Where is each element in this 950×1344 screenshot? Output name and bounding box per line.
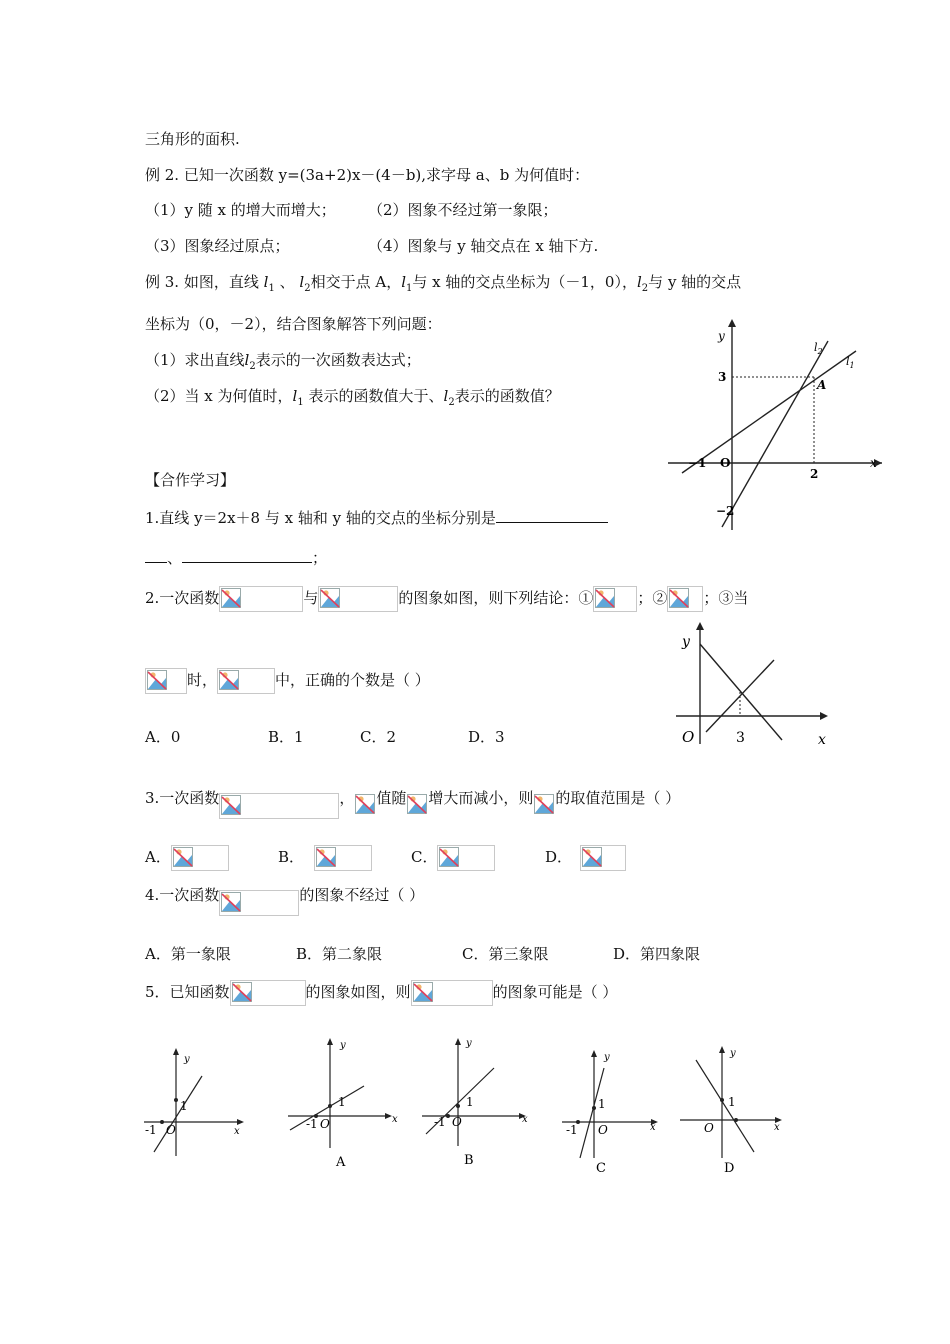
option-d-caption: D [724, 1161, 735, 1176]
graph1-tick-y3: 3 [718, 370, 727, 384]
problem-3-b: ， [339, 789, 355, 807]
example-3-statement-2: 坐标为（0，－2），结合图象解答下列问题： [145, 315, 442, 333]
option-d-y-arrow [719, 1046, 725, 1053]
problem-3-option-c[interactable]: C． [411, 845, 495, 871]
option-b-tick-1: 1 [466, 1095, 474, 1109]
given-point-x [160, 1120, 164, 1124]
broken-image-icon [173, 847, 193, 867]
line-l1-label: l [263, 273, 269, 291]
graph-option-a[interactable] [282, 1032, 407, 1170]
option-b-x-label: x [522, 1114, 528, 1125]
formula-image-function-4 [219, 890, 299, 916]
graph2-y-label: y [682, 634, 690, 650]
graph2-x-arrow [820, 712, 828, 720]
problem-1-continued [145, 548, 327, 568]
option-c-y-arrow [591, 1050, 597, 1057]
option-c-y-label: y [604, 1052, 610, 1063]
graph-example-3 [660, 315, 890, 535]
graph1-l1-label: $l_1$ [846, 355, 855, 370]
given-line [154, 1076, 202, 1152]
formula-image-conclusion-2 [667, 586, 703, 612]
broken-image-icon [439, 847, 459, 867]
option-a-caption: A [336, 1155, 346, 1170]
option-a-y-label: y [340, 1040, 346, 1051]
problem-4-statement [145, 885, 424, 916]
problem-2-e: ；③当 [703, 589, 749, 607]
problem-2-a: 2.一次函数 [145, 589, 220, 607]
line-l1-sub-2: 1 [406, 283, 413, 294]
problem-4-option-d[interactable]: D．第四象限 [613, 945, 701, 963]
formula-image-compare [217, 668, 275, 694]
problem-5-a: 5．已知函数 [145, 983, 230, 1001]
problem-2-option-d[interactable]: D．3 [468, 728, 505, 746]
option-d-point-y [720, 1098, 724, 1102]
formula-image-y [354, 793, 376, 819]
option-d-y-label: y [730, 1048, 736, 1059]
ex3-separator: 、 [279, 273, 295, 291]
option-b-point-y [456, 1104, 460, 1108]
option-c-line [580, 1068, 604, 1158]
formula-image-option-d [580, 845, 626, 871]
option-c-origin: O [598, 1123, 608, 1137]
line-l2-sub-2: 2 [641, 283, 649, 294]
ex3-q2-c: 表示的函数值？ [454, 387, 560, 405]
option-a-x-arrow [385, 1113, 392, 1119]
given-origin: O [166, 1123, 176, 1137]
option-d-x-label: x [774, 1122, 780, 1133]
broken-image-icon [221, 795, 241, 815]
option-a-origin: O [320, 1117, 330, 1131]
ex3-q1-b: 表示的一次函数表达式； [255, 351, 421, 369]
formula-image-option-b [314, 845, 372, 871]
problem-1-text: 1.直线 y＝2x＋8 与 x 轴和 y 轴的交点的坐标分别是 [145, 509, 496, 527]
broken-image-icon [595, 588, 615, 608]
option-d-tick-1: 1 [728, 1095, 736, 1109]
example-3-q2 [145, 386, 560, 413]
option-b-point-x [446, 1114, 450, 1118]
given-x-label: x [234, 1126, 240, 1137]
line-l2-label: l [299, 273, 305, 291]
graph-option-b[interactable] [418, 1030, 538, 1170]
broken-image-icon [320, 588, 340, 608]
broken-image-icon [582, 847, 602, 867]
problem-5-c: 的图象可能是（ ） [492, 983, 618, 1001]
given-y-label: y [184, 1054, 190, 1065]
line-l2-sub-4: 2 [448, 397, 455, 408]
problem-3-option-a[interactable]: A． [145, 845, 229, 871]
problem-2-option-a[interactable]: A．0 [145, 728, 181, 746]
problem-3-e: 的取值范围是（ ） [555, 789, 681, 807]
option-a-tick-1: 1 [338, 1095, 346, 1109]
section-title-cooperative-learning: 【合作学习】 [145, 471, 236, 489]
broken-image-icon [316, 847, 336, 867]
graph-option-d[interactable] [676, 1040, 796, 1180]
graph2-origin: O [682, 728, 695, 746]
line-l2-label-3: l [244, 351, 250, 369]
ex3-part-c: 与 x 轴的交点坐标为（－1，0）， [412, 273, 637, 291]
option-a-tick-neg1: -1 [306, 1117, 318, 1131]
formula-image-option-a [171, 845, 229, 871]
example-3-statement [145, 272, 741, 299]
given-x-arrow [237, 1119, 244, 1125]
formula-image-y1 [219, 586, 303, 612]
example-2-q3: （3）图象经过原点； [145, 237, 290, 255]
broken-image-icon [219, 670, 239, 690]
broken-image-icon [221, 588, 241, 608]
option-d-origin: O [704, 1121, 714, 1135]
option-a-x-label: x [392, 1114, 398, 1125]
problem-2-g: 中，正确的个数是（ ） [275, 671, 430, 689]
problem-1-end: ； [312, 549, 328, 567]
option-c-tick-neg1: -1 [566, 1123, 578, 1137]
option-d-point-x [734, 1118, 738, 1122]
option-b-y-arrow [455, 1038, 461, 1045]
graph2-x-label: x [818, 732, 826, 748]
problem-3-a: 3.一次函数 [145, 789, 220, 807]
option-a-point-y [328, 1104, 332, 1108]
option-b-y-label: y [466, 1038, 472, 1049]
line-l1-label-2: l [401, 273, 407, 291]
graph-given [140, 1040, 260, 1170]
problem-4-option-b[interactable]: B．第二象限 [296, 945, 383, 963]
broken-image-icon [407, 794, 427, 814]
broken-image-icon [534, 794, 554, 814]
problem-1-sep: 、 [167, 549, 183, 567]
text-line-triangle-area: 三角形的面积. [145, 130, 240, 148]
problem-2-statement [145, 586, 748, 612]
formula-image-function-5b [411, 980, 493, 1006]
option-d-line [696, 1060, 754, 1152]
problem-1-blank-1[interactable] [496, 508, 608, 523]
example-2-statement: 例 2. 已知一次函数 y=(3a+2)x－(4－b),求字母 a、b 为何值时： [145, 166, 590, 184]
graph-problem-2 [672, 620, 842, 750]
problem-4-b: 的图象不经过（ ） [299, 886, 425, 904]
problem-1-blank-2[interactable] [182, 548, 312, 563]
problem-2-c: 的图象如图，则下列结论：① [398, 589, 594, 607]
formula-image-x [406, 793, 428, 819]
given-tick-neg1: -1 [145, 1123, 157, 1137]
ex3-q1-a: （1）求出直线 [145, 351, 245, 369]
problem-3-option-d[interactable]: D． [545, 845, 626, 871]
example-2-q4: （4）图象与 y 轴交点在 x 轴下方. [368, 237, 599, 255]
broken-image-icon [232, 982, 252, 1002]
example-2-q2: （2）图象不经过第一象限； [368, 201, 558, 219]
graph1-point-a: A [817, 378, 827, 392]
option-b-caption: B [464, 1153, 474, 1168]
broken-image-icon [669, 588, 689, 608]
graph1-tick-x-neg1: −1 [688, 456, 707, 470]
problem-5-b: 的图象如图，则 [305, 983, 411, 1001]
graph-option-c[interactable] [558, 1040, 670, 1180]
problem-4-option-c[interactable]: C．第三象限 [462, 945, 549, 963]
problem-5-statement [145, 980, 617, 1006]
line-l1-label-3: l [292, 387, 298, 405]
problem-3-option-b[interactable]: B． [278, 845, 372, 871]
broken-image-icon [147, 670, 167, 690]
problem-2-option-c[interactable]: C．2 [360, 728, 397, 746]
line-l2-label-4: l [443, 387, 449, 405]
example-2-q1: （1）y 随 x 的增大而增大； [145, 201, 336, 219]
problem-2-f: 时， [187, 671, 218, 689]
option-a-y-arrow [327, 1038, 333, 1045]
broken-image-icon [221, 892, 241, 912]
problem-3-c: 值随 [376, 789, 407, 807]
formula-image-function-5a [230, 980, 306, 1006]
given-y-arrow [173, 1048, 179, 1055]
option-c-x-label: x [650, 1122, 656, 1133]
option-b-tick-neg1: -1 [434, 1115, 446, 1129]
problem-3-statement [145, 788, 680, 819]
graph1-y-label: y [718, 329, 725, 343]
line-l1-sub: 1 [268, 283, 275, 294]
problem-2-statement-2 [145, 668, 430, 694]
formula-image-function [219, 793, 339, 819]
ex3-q2-b: 表示的函数值大于、 [308, 387, 444, 405]
problem-3-d: 增大而减小，则 [428, 789, 534, 807]
line-l2-label-2: l [636, 273, 642, 291]
given-point-y [174, 1098, 178, 1102]
ex3-part-d: 与 y 轴的交点 [648, 273, 742, 291]
problem-4-a: 4.一次函数 [145, 886, 220, 904]
option-c-tick-1: 1 [598, 1097, 606, 1111]
given-tick-1: 1 [180, 1099, 188, 1113]
ex3-part-b: 相交于点 A， [310, 273, 402, 291]
problem-1-statement [145, 508, 608, 528]
broken-image-icon [413, 982, 433, 1002]
graph1-tick-y-neg2: −2 [716, 504, 735, 518]
formula-image-option-c [437, 845, 495, 871]
line-l1-sub-3: 1 [297, 397, 304, 408]
graph2-y-arrow [696, 622, 704, 630]
problem-1-blank-1-cont[interactable] [145, 548, 167, 563]
line-l2-sub: 2 [304, 283, 311, 294]
ex3-q2-a: （2）当 x 为何值时， [145, 387, 293, 405]
problem-2-option-b[interactable]: B．1 [268, 728, 304, 746]
option-b-origin: O [452, 1115, 462, 1129]
graph1-y-arrow [728, 319, 736, 327]
broken-image-icon [355, 794, 375, 814]
formula-image-condition [145, 668, 187, 694]
graph2-tick-x3: 3 [736, 730, 745, 746]
option-c-point-y [592, 1106, 596, 1110]
problem-2-b: 与 [303, 589, 319, 607]
formula-image-y2 [318, 586, 398, 612]
line-l2-sub-3: 2 [249, 361, 256, 372]
graph1-tick-x2: 2 [810, 467, 819, 481]
formula-image-conclusion-1 [593, 586, 637, 612]
graph1-x-label: x [870, 456, 877, 470]
option-c-caption: C [596, 1161, 606, 1176]
graph1-origin: O [720, 456, 731, 470]
problem-4-option-a[interactable]: A．第一象限 [145, 945, 231, 963]
problem-2-d: ；② [637, 589, 668, 607]
ex3-part-a: 例 3. 如图，直线 [145, 273, 259, 291]
example-3-q1 [145, 350, 421, 377]
formula-image-param [533, 793, 555, 819]
graph1-l2-label: $l_2$ [814, 341, 823, 356]
graph1-line-l1 [682, 351, 856, 473]
